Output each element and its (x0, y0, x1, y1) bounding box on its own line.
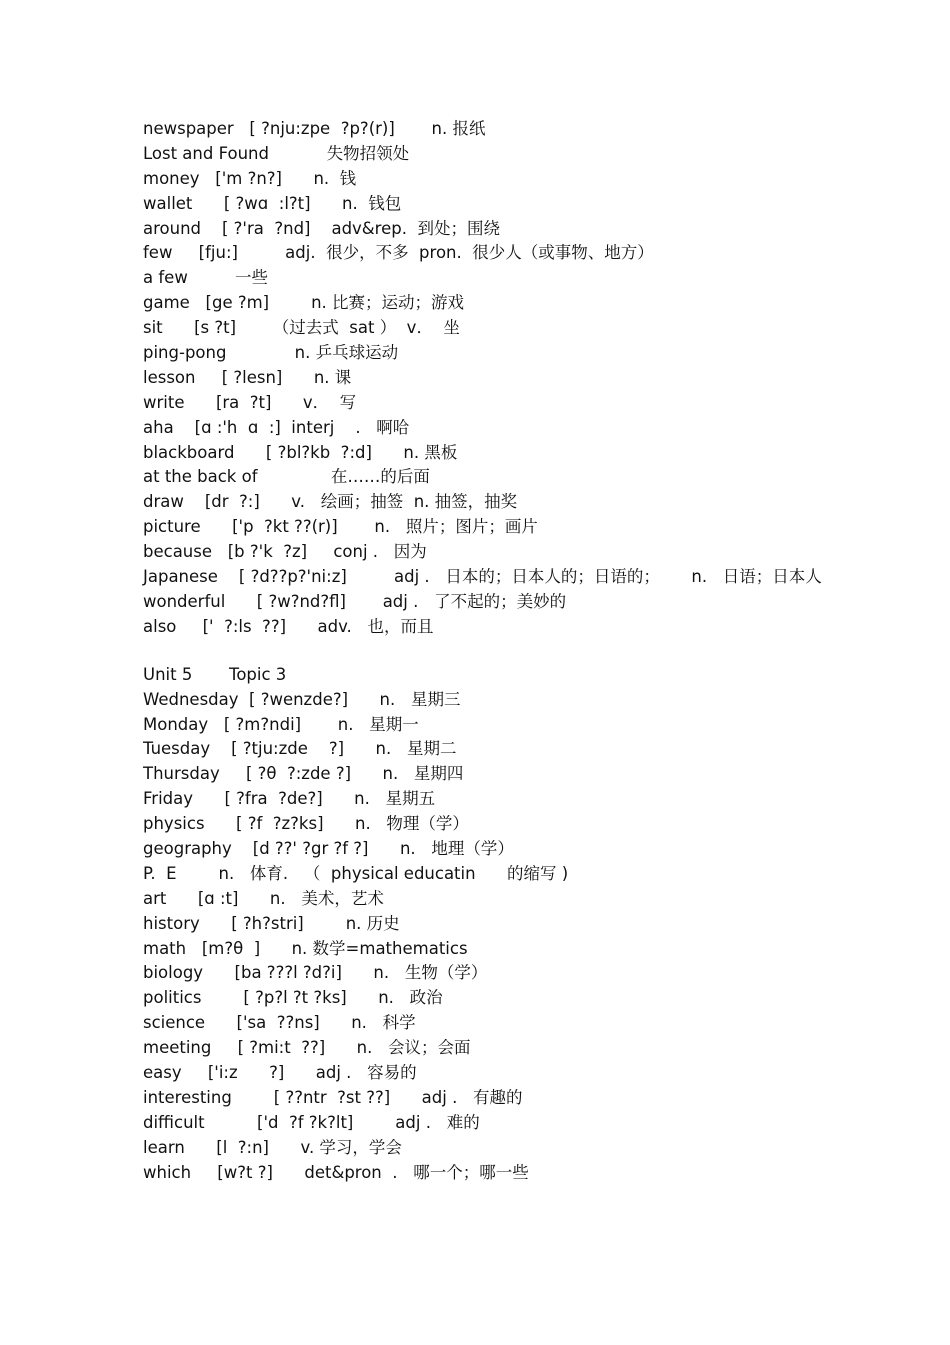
vocab-line: physics [ ?f ?z?ks] n. 物理（学） (143, 814, 469, 834)
vocabulary-page (143, 117, 843, 1185)
vocab-line: sit [s ?t] （过去式 sat ） v． 坐 (143, 318, 460, 338)
vocab-line: a few 一些 (143, 268, 269, 288)
vocab-line: money ['m ?n?] n. 钱 (143, 168, 357, 188)
vocab-line: newspaper [ ?nju:zpe ?p?(r)] n. 报纸 (143, 119, 486, 138)
section-heading: Unit 5 Topic 3 (143, 664, 287, 684)
vocab-line: math [m?θ ] n. 数学=mathematics (143, 938, 468, 958)
vocab-line: few [fju:] adj. 很少，不多 pron. 很少人（或事物、地方） (143, 243, 654, 263)
vocab-line: wonderful [ ?w?nd?fl] adj . 了不起的；美妙的 (143, 591, 567, 611)
vocab-line: because [b ?'k ?z] conj . 因为 (143, 542, 427, 562)
section-spacer (143, 640, 843, 663)
vocab-line: draw [dr ?:] v. 绘画；抽签 n. 抽签，抽奖 (143, 492, 518, 512)
vocab-line: history [ ?h?stri] n. 历史 (143, 913, 400, 933)
vocab-line: write [ra ?t] v． 写 (143, 392, 357, 412)
vocab-line: easy ['i:z ?] adj . 容易的 (143, 1062, 417, 1082)
vocab-line: interesting [ ??ntr ?st ??] adj . 有趣的 (143, 1087, 523, 1107)
vocab-line: lesson [ ?lesn] n. 课 (143, 367, 352, 387)
vocab-line: geography [d ??' ?gr ?f ?] n. 地理（学） (143, 838, 514, 858)
vocab-line: wallet [ ?wɑ :l?t] n. 钱包 (143, 193, 402, 213)
vocab-line: aha [ɑ :'h ɑ :] interj . 啊哈 (143, 417, 410, 437)
vocab-line: picture ['p ?kt ??(r)] n. 照片；图片；画片 (143, 517, 538, 537)
vocab-line: meeting [ ?mi:t ??] n. 会议；会面 (143, 1038, 471, 1058)
vocab-line: politics [ ?p?l ?t ?ks] n. 政治 (143, 988, 443, 1008)
vocab-line: game [ge ?m] n. 比赛；运动；游戏 (143, 293, 465, 313)
vocab-line: learn [l ?:n] v. 学习，学会 (143, 1137, 402, 1157)
vocab-line: difficult ['d ?f ?k?lt] adj . 难的 (143, 1112, 480, 1132)
vocab-line: Tuesday [ ?tju:zde ?] n. 星期二 (143, 739, 457, 759)
vocab-line: Monday [ ?m?ndi] n. 星期一 (143, 714, 419, 734)
vocab-line: Thursday [ ?θ ?:zde ?] n. 星期四 (143, 764, 464, 784)
vocab-line: Wednesday [ ?wenzde?] n. 星期三 (143, 689, 461, 709)
vocab-line: P. E n. 体育. （ physical educatin 的缩写 ) (143, 863, 569, 883)
vocab-line: Lost and Found 失物招领处 (143, 143, 410, 163)
vocab-line-japanese: Japanese [ ?d??p?'ni:z] adj . 日本的；日本人的；日语的； n. 日语；日本人 (143, 567, 822, 587)
vocab-line: Friday [ ?fra ?de?] n. 星期五 (143, 789, 436, 809)
vocab-line: around [ ?'ra ?nd] adv&rep. 到处；围绕 (143, 218, 500, 238)
vocab-line: which [w?t ?] det&pron . 哪一个；哪一些 (143, 1162, 529, 1182)
vocab-line: biology [ba ???l ?d?i] n. 生物（学） (143, 963, 488, 983)
vocab-line: science ['sa ??ns] n. 科学 (143, 1013, 416, 1033)
vocab-line: also [' ?:ls ??] adv. 也，而且 (143, 616, 434, 636)
vocab-section-unit5-topic3 (143, 663, 843, 1186)
vocab-line: at the back of 在……的后面 (143, 467, 430, 487)
vocab-line: ping-pong n. 乒乓球运动 (143, 343, 399, 363)
vocab-section-unit5-topic2 (143, 117, 843, 640)
vocab-line: art [ɑ :t] n. 美术，艺术 (143, 888, 384, 908)
vocab-line: blackboard [ ?bl?kb ?:d] n. 黑板 (143, 442, 458, 462)
